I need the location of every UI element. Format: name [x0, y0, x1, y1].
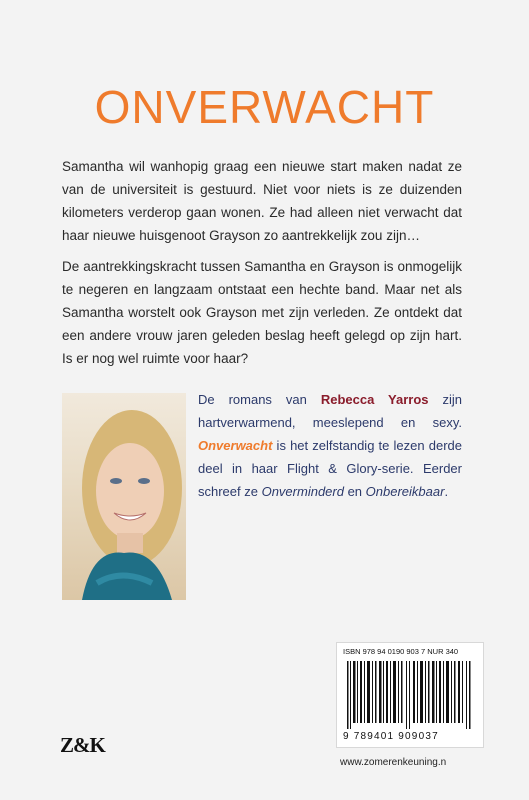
barcode — [336, 642, 484, 748]
other-book-2: Onbereikbaar — [365, 484, 445, 499]
barcode-bars — [343, 661, 477, 729]
publisher-logo: Z&K — [60, 733, 105, 757]
author-photo — [62, 393, 186, 600]
author-bio — [198, 388, 462, 503]
bio-text: De romans van — [198, 392, 321, 407]
publisher-website: www.zomerenkeuning.n — [340, 757, 447, 768]
bio-text: en — [343, 484, 366, 499]
blurb-paragraph-1: Samantha wil wanhopig graag een nieuwe start maken nadat ze van de universiteit is gestuurd. Niet voor niets is ze duizenden kilometers verderop gaan wonen. Ze had alleen niet verwacht dat haar nieuwe huisgenoot Grayson zo aantrekkelijk zou zijn… — [62, 159, 462, 243]
barcode-number: 9 789401 909037 — [343, 731, 439, 742]
book-title: ONVERWACHT — [94, 81, 435, 133]
bio-text: . — [444, 484, 449, 499]
bio-text: is het zelfstandig te lezen derde deel in haar Flight & Glory-serie. Eerder schreef ze — [198, 438, 462, 499]
book-name: Onverwacht — [198, 438, 273, 453]
isbn-text: ISBN 978 94 0190 903 7 NUR 340 — [343, 647, 459, 656]
other-book-1: Onverminderd — [261, 484, 344, 499]
blurb-paragraph-2: De aantrekkingskracht tussen Samantha en Grayson is onmogelijk te negeren en langzaam ontstaat een hechte band. Maar net als Samantha worstelt ook Grayson met zijn verleden. Ze ontdekt dat een andere vrouw jaren geleden beslag heeft gelegd op zijn hart. Is er nog wel ruimte voor haar? — [62, 259, 462, 366]
bio-text: zijn hartverwarmend, meeslepend en sexy. — [198, 392, 462, 430]
author-name: Rebecca Yarros — [320, 392, 429, 407]
